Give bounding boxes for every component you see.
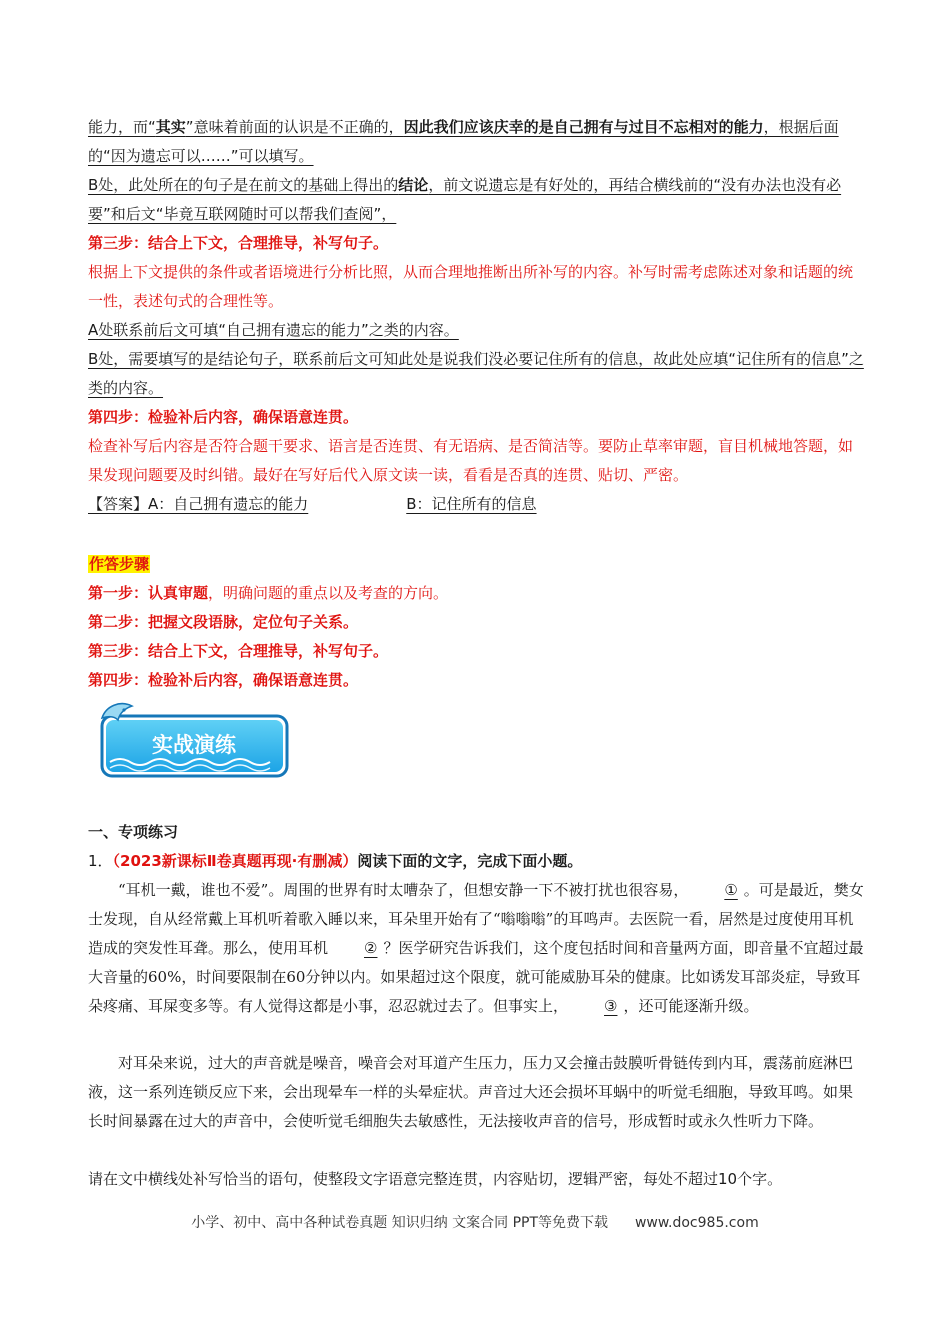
analysis-paragraph-a [88, 113, 864, 171]
analysis-line1: 能力，而“其实”意味着前面的认识是不正确的，因此我们应该庆幸的是自己拥有与过目不忘相对的能力，根据后面的“因为遗忘可以……”可以填写。 [88, 118, 839, 165]
passage-paragraph-2: 对耳朵来说，过大的声音就是噪音，噪音会对耳道产生压力，压力又会撞击鼓膜听骨链传到内耳，震荡前庭淋巴液，这一系列连锁反应下来，会出现晕车一样的头晕症状。声音过大还会损坏耳蜗中的听觉毛细胞，导致耳鸣。如果长时间暴露在过大的声音中，会使听觉毛细胞失去敏感性，无法接收声音的信号，形成暂时或永久性听力下降。 [88, 1054, 854, 1130]
practice-badge-graphic [96, 700, 291, 782]
blank-2: ② [364, 939, 378, 957]
question-instruction: 请在文中横线处补写恰当的语句，使整段文字语意完整连贯，内容贴切，逻辑严密，每处不超过10个字。 [88, 1170, 783, 1188]
blank-3: ③ [604, 997, 618, 1015]
step3-heading: 第三步：结合上下文，合理推导，补写句子。 [88, 234, 389, 252]
step4-heading: 第四步：检验补后内容，确保语意连贯。 [88, 408, 359, 426]
steps-item-4: 第四步：检验补后内容，确保语意连贯。 [88, 671, 359, 689]
steps-item-1: 第一步：认真审题，明确问题的重点以及考查的方向。 [88, 584, 449, 602]
question-number: 1． [88, 852, 113, 870]
practice-badge [96, 700, 291, 782]
steps-item-2: 第二步：把握文段语脉，定位句子关系。 [88, 613, 359, 631]
b-fill-text: B处，需要填写的是结论句子，联系前后文可知此处是说我们没必要记住所有的信息，故此处应填“记住所有的信息”之类的内容。 [88, 350, 864, 397]
footer-url[interactable]: www.doc985.com [634, 1215, 759, 1231]
steps-title-line [88, 550, 864, 579]
step3-text: 根据上下文提供的条件或者语境进行分析比照，从而合理地推断出所补写的内容。补写时需考虑陈述对象和话题的统一性，表述句式的合理性等。 [88, 263, 854, 310]
practice-badge-label: 实战演练 [152, 733, 236, 757]
answer-line: 【答案】A：自己拥有遗忘的能力 B：记住所有的信息 [88, 495, 537, 513]
question-source: （2023新课标Ⅱ卷真题再现·有删减） [112, 852, 358, 870]
passage-paragraph-1: “耳机一戴，谁也不爱”。周围的世界有时太嘈杂了，但想安静一下不被打扰也很容易， ① 。可是最近，樊女士发现，自从经常戴上耳机听着歌入睡以来，耳朵里开始有了“嗡嗡嗡”的耳鸣声。去医院一看，居然是过度使用耳机造成的突发性耳聋。那么，使用耳机 ② ？医学研究告诉我们，这个度包括时间和音量两方面，即音量不宜超过最大音量的60%，时间要限制在60分钟以内。如果超过这个限度，就可能威胁耳朵的健康。比如诱发耳部炎症，导致耳朵疼痛、耳屎变多等。有人觉得这都是小事，忍忍就过去了。但事实上， ③ ，还可能逐渐升级。 [88, 876, 864, 1021]
question-prompt: 阅读下面的文字，完成下面小题。 [357, 852, 583, 870]
question-header [88, 847, 864, 876]
blank-1: ① [724, 881, 738, 899]
analysis-paragraph-b: B处，此处所在的句子是在前文的基础上得出的结论，前文说遗忘是有好处的，再结合横线前的“没有办法也没有必要”和后文“毕竟互联网随时可以帮我们查阅”， [88, 176, 842, 223]
section-heading: 一、专项练习 [88, 823, 179, 841]
steps-title: 作答步骤 [89, 555, 150, 573]
page-footer [0, 1212, 950, 1232]
step4-text: 检查补写后内容是否符合题干要求、语言是否连贯、有无语病、是否简洁等。要防止草率审题，盲目机械地答题，如果发现问题要及时纠错。最好在写好后代入原文读一读，看看是否真的连贯、贴切、严密。 [88, 437, 854, 484]
footer-text: 小学、初中、高中各种试卷真题 知识归纳 文案合同 PPT等免费下载 [191, 1215, 609, 1231]
a-fill-text: A处联系前后文可填“自己拥有遗忘的能力”之类的内容。 [88, 321, 459, 339]
steps-item-3: 第三步：结合上下文，合理推导，补写句子。 [88, 642, 389, 660]
